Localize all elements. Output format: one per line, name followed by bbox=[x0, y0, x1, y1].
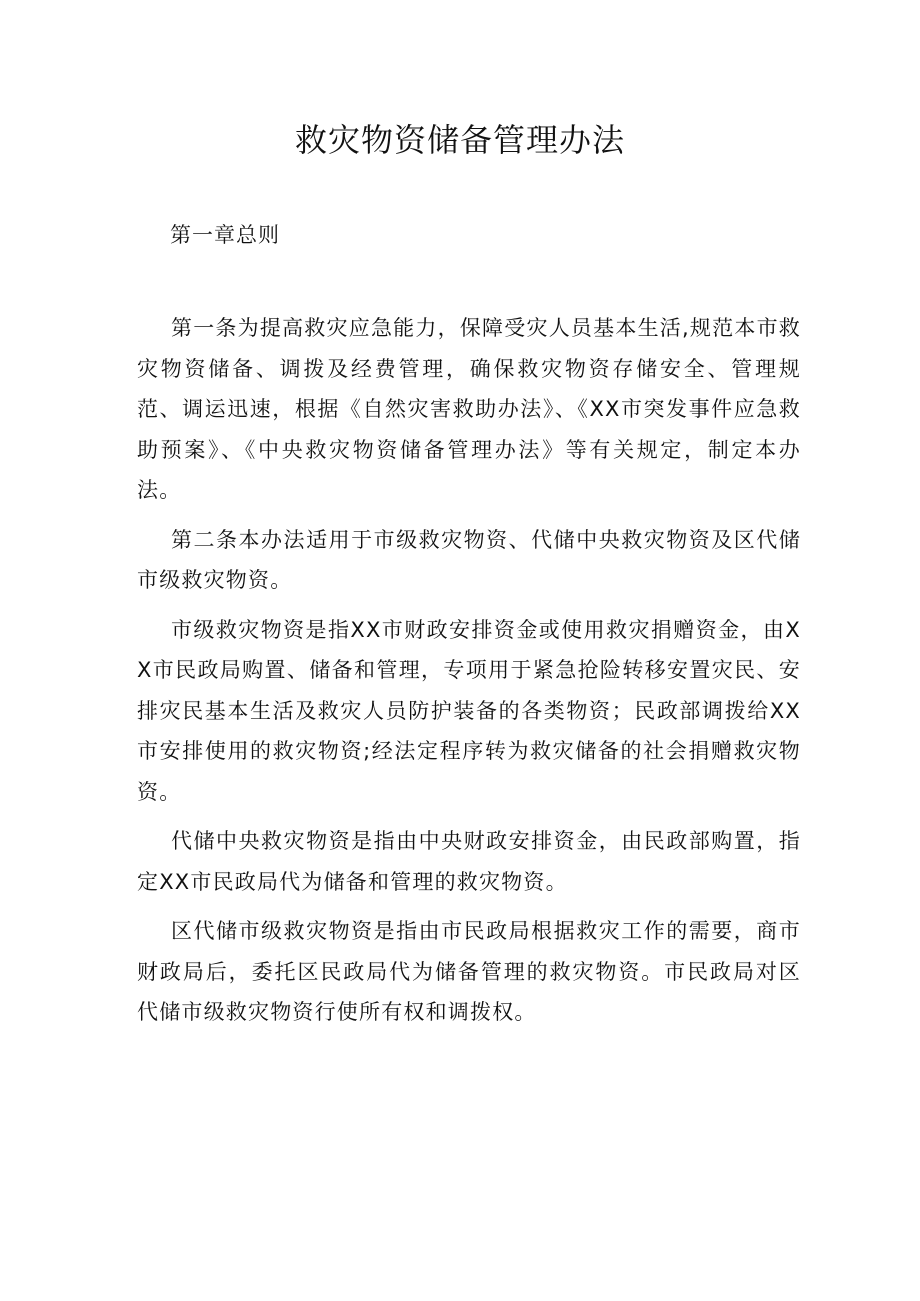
chapter-heading: 第一章总则 bbox=[170, 223, 280, 247]
document-body bbox=[137, 308, 801, 1042]
article-2-paragraph: 第二条本办法适用于市级救灾物资、代储中央救灾物资及区代储市级救灾物资。 bbox=[137, 527, 801, 592]
article-1-paragraph: 第一条为提高救灾应急能力，保障受灾人员基本生活,规范本市救灾物资储备、调拨及经费管理，确保救灾物资存储安全、管理规范、调运迅速，根据《自然灾害救助办法》、《XX市突发事件应急救助预案》、《中央救灾物资储备管理办法》等有关规定，制定本办法。 bbox=[137, 316, 801, 502]
central-materials-definition: 代储中央救灾物资是指由中央财政安排资金，由民政部购置，指定XX市民政局代为储备和管理的救灾物资。 bbox=[137, 829, 801, 894]
city-materials-definition: 市级救灾物资是指XX市财政安排资金或使用救灾捐赠资金，由XX市民政局购置、储备和管理，专项用于紧急抢险转移安置灾民、安排灾民基本生活及救灾人员防护装备的各类物资；民政部调拨给XX市安排使用的救灾物资;经法定程序转为救灾储备的社会捐赠救灾物资。 bbox=[137, 617, 801, 804]
document-title: 救灾物资储备管理办法 bbox=[294, 121, 625, 159]
district-materials-definition: 区代储市级救灾物资是指由市民政局根据救灾工作的需要，商市财政局后，委托区民政局代为储备管理的救灾物资。市民政局对区代储市级救灾物资行使所有权和调拨权。 bbox=[137, 919, 801, 1024]
